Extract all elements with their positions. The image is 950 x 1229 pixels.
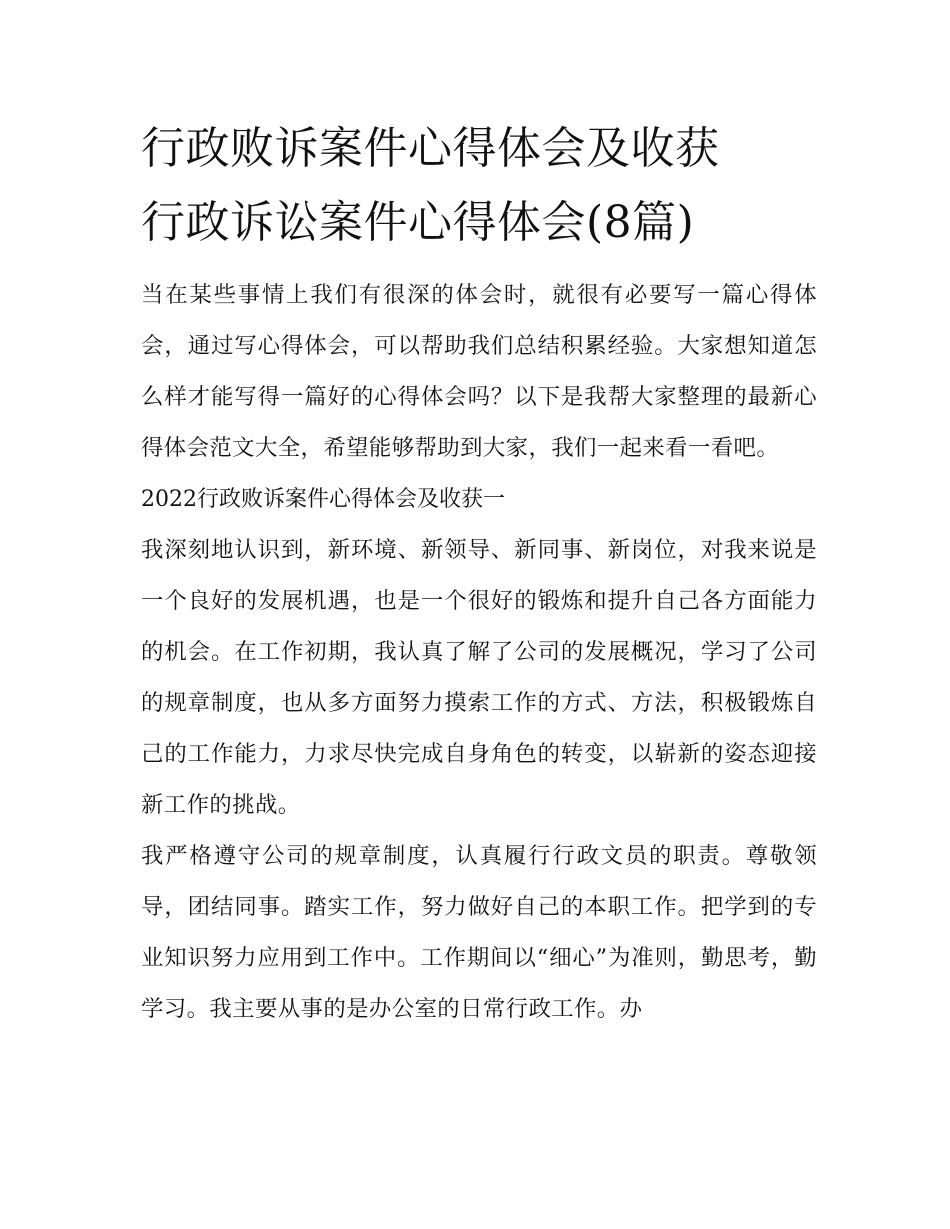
section-heading: 2022行政败诉案件心得体会及收获一: [141, 487, 505, 512]
document-body: [141, 112, 817, 1035]
body-paragraph-2: 我严格遵守公司的规章制度，认真履行行政文员的职责。尊敬领导，团结同事。踏实工作，努力做好自己的本职工作。把学到的专业知识努力应用到工作中。工作期间以“细心”为准则，勤思考，勤学习。我主要从事的是办公室的日常行政工作。办: [141, 843, 817, 1022]
title-line-2: 行政诉讼案件心得体会(8篇): [141, 197, 695, 248]
document-title: [141, 112, 817, 260]
intro-paragraph: 当在某些事情上我们有很深的体会时，就很有必要写一篇心得体会，通过写心得体会，可以帮助我们总结积累经验。大家想知道怎么样才能写得一篇好的心得体会吗？以下是我帮大家整理的最新心得体会范文大全，希望能够帮助到大家，我们一起来看一看吧。: [141, 282, 817, 461]
title-line-1: 行政败诉案件心得体会及收获: [141, 123, 720, 174]
body-paragraph-1: 我深刻地认识到，新环境、新领导、新同事、新岗位，对我来说是一个良好的发展机遇，也是一个很好的锻炼和提升自己各方面能力的机会。在工作初期，我认真了解了公司的发展概况，学习了公司的规章制度，也从多方面努力摸索工作的方式、方法，积极锻炼自己的工作能力，力求尽快完成自身角色的转变，以崭新的姿态迎接新工作的挑战。: [141, 537, 817, 818]
